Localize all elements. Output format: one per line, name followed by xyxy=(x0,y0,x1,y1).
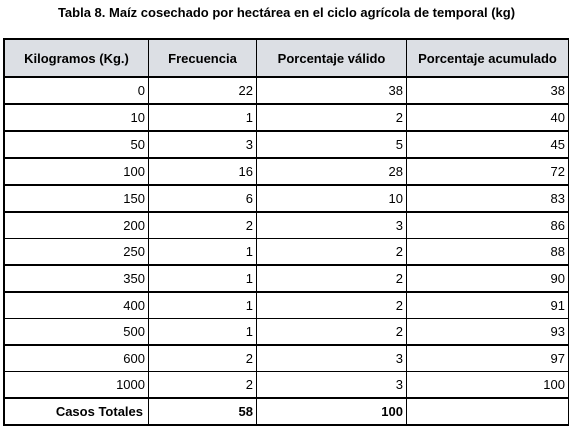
cell-porcentaje-acumulado: 40 xyxy=(407,104,569,131)
total-porcentaje-acumulado xyxy=(407,398,569,425)
cell-kilogramos: 1000 xyxy=(5,372,149,399)
cell-frecuencia: 1 xyxy=(149,292,257,319)
cell-frecuencia: 1 xyxy=(149,265,257,292)
table-row xyxy=(5,212,569,239)
cell-frecuencia: 1 xyxy=(149,104,257,131)
table-row xyxy=(5,104,569,131)
cell-kilogramos: 400 xyxy=(5,292,149,319)
cell-porcentaje-valido: 3 xyxy=(257,345,407,372)
cell-porcentaje-valido: 38 xyxy=(257,77,407,104)
cell-kilogramos: 0 xyxy=(5,77,149,104)
cell-kilogramos: 250 xyxy=(5,239,149,266)
table-row xyxy=(5,239,569,266)
cell-frecuencia: 1 xyxy=(149,319,257,346)
table-row xyxy=(5,158,569,185)
table-row xyxy=(5,77,569,104)
cell-porcentaje-valido: 2 xyxy=(257,319,407,346)
cell-frecuencia: 16 xyxy=(149,158,257,185)
cell-porcentaje-valido: 3 xyxy=(257,372,407,399)
cell-porcentaje-acumulado: 90 xyxy=(407,265,569,292)
cell-porcentaje-valido: 2 xyxy=(257,239,407,266)
cell-kilogramos: 50 xyxy=(5,131,149,158)
header-porcentaje-acumulado: Porcentaje acumulado xyxy=(407,40,569,78)
table-row xyxy=(5,292,569,319)
header-porcentaje-valido: Porcentaje válido xyxy=(257,40,407,78)
cell-frecuencia: 3 xyxy=(149,131,257,158)
cell-kilogramos: 200 xyxy=(5,212,149,239)
cell-porcentaje-acumulado: 93 xyxy=(407,319,569,346)
cell-frecuencia: 22 xyxy=(149,77,257,104)
cell-porcentaje-valido: 28 xyxy=(257,158,407,185)
cell-kilogramos: 150 xyxy=(5,185,149,212)
cell-kilogramos: 350 xyxy=(5,265,149,292)
cell-porcentaje-acumulado: 88 xyxy=(407,239,569,266)
cell-frecuencia: 2 xyxy=(149,372,257,399)
cell-porcentaje-valido: 2 xyxy=(257,292,407,319)
header-frecuencia: Frecuencia xyxy=(149,40,257,78)
table-total-row xyxy=(5,398,569,425)
data-table xyxy=(4,39,569,425)
cell-porcentaje-valido: 2 xyxy=(257,104,407,131)
cell-porcentaje-valido: 2 xyxy=(257,265,407,292)
table-row xyxy=(5,265,569,292)
cell-porcentaje-acumulado: 72 xyxy=(407,158,569,185)
header-kilogramos: Kilogramos (Kg.) xyxy=(5,40,149,78)
cell-porcentaje-valido: 10 xyxy=(257,185,407,212)
table-row xyxy=(5,345,569,372)
table-row xyxy=(5,372,569,399)
cell-porcentaje-valido: 3 xyxy=(257,212,407,239)
cell-kilogramos: 100 xyxy=(5,158,149,185)
cell-porcentaje-acumulado: 97 xyxy=(407,345,569,372)
cell-porcentaje-valido: 5 xyxy=(257,131,407,158)
table-row xyxy=(5,185,569,212)
cell-frecuencia: 2 xyxy=(149,212,257,239)
cell-porcentaje-acumulado: 45 xyxy=(407,131,569,158)
total-label: Casos Totales xyxy=(5,398,149,425)
cell-kilogramos: 10 xyxy=(5,104,149,131)
cell-porcentaje-acumulado: 86 xyxy=(407,212,569,239)
cell-porcentaje-acumulado: 38 xyxy=(407,77,569,104)
table-caption: Tabla 8. Maíz cosechado por hectárea en el ciclo agrícola de temporal (kg) xyxy=(57,5,516,20)
cell-frecuencia: 2 xyxy=(149,345,257,372)
cell-frecuencia: 1 xyxy=(149,239,257,266)
cell-porcentaje-acumulado: 100 xyxy=(407,372,569,399)
total-frecuencia: 58 xyxy=(149,398,257,425)
cell-kilogramos: 500 xyxy=(5,319,149,346)
cell-porcentaje-acumulado: 83 xyxy=(407,185,569,212)
cell-porcentaje-acumulado: 91 xyxy=(407,292,569,319)
table-row xyxy=(5,131,569,158)
table-row xyxy=(5,319,569,346)
table-header-row xyxy=(5,40,569,78)
cell-frecuencia: 6 xyxy=(149,185,257,212)
cell-kilogramos: 600 xyxy=(5,345,149,372)
total-porcentaje-valido: 100 xyxy=(257,398,407,425)
